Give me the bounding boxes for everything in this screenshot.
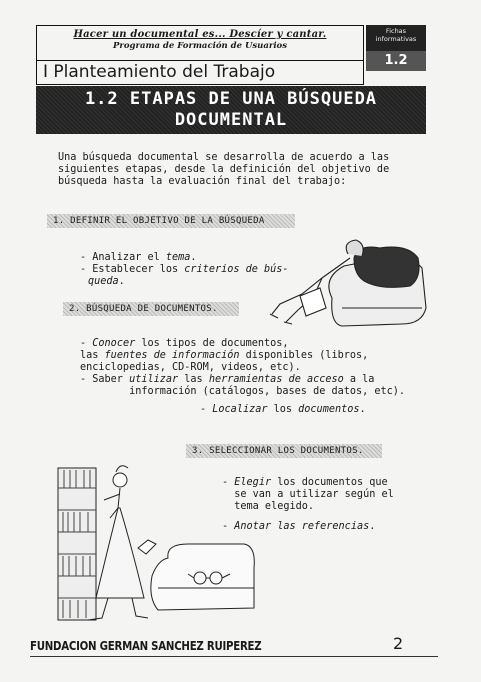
list-item — [80, 404, 425, 416]
text-span: Elegir — [234, 477, 272, 488]
text-span: . — [359, 404, 366, 415]
header-tagline: Hacer un documental es... Descíer y cantar. — [73, 29, 327, 40]
fichas-number: 1.2 — [366, 51, 426, 71]
text-span: - Saber — [80, 374, 130, 385]
banner-line-2: DOCUMENTAL — [174, 110, 288, 130]
text-span: Conocer — [92, 338, 136, 349]
text-span: las — [178, 374, 209, 385]
list-item — [80, 338, 425, 350]
text-span: las — [80, 350, 105, 361]
text-span: disponibles (libros, — [239, 350, 369, 361]
section-1-heading: 1. DEFINIR EL OBJETIVO DE LA BÚSQUEDA — [47, 214, 295, 228]
text-span: los — [267, 404, 299, 415]
text-span: a la — [343, 374, 375, 385]
page-number: 2 — [393, 634, 404, 653]
header-box — [36, 25, 364, 61]
list-item: se van a utilizar según el — [222, 489, 394, 500]
footer-organization: FUNDACION GERMAN SANCHEZ RUIPEREZ — [30, 639, 262, 653]
text-span: - Analizar el — [80, 252, 166, 263]
intro-line: Una búsqueda documental se desarrolla de acuerdo a las — [58, 152, 390, 163]
list-item: información (catálogos, bases de datos, etc). — [80, 386, 406, 397]
text-span: - — [200, 404, 213, 415]
footer-rule — [30, 656, 438, 657]
section-2-list — [80, 338, 425, 416]
text-span: . — [118, 276, 125, 287]
text-span: los tipos de documentos, — [135, 338, 289, 349]
text-span: - — [222, 477, 235, 488]
chapter-banner — [36, 86, 426, 134]
text-span: tema — [165, 252, 191, 263]
text-span: Localizar — [212, 404, 268, 415]
text-span: fuentes de información — [104, 350, 240, 361]
intro-line: siguientes etapas, desde la definición del objetivo de — [58, 164, 390, 175]
text-span: - Establecer los — [80, 264, 185, 275]
header-program: Programa de Formación de Usuarios — [112, 41, 288, 51]
section-3-heading: 3. SELECCIONAR LOS DOCUMENTOS. — [186, 444, 382, 458]
section-2-heading: 2. BÚSQUEDA DE DOCUMENTOS. — [63, 302, 239, 316]
reading-on-sofa-illustration — [262, 238, 430, 330]
text-span: los documentos que — [271, 477, 388, 488]
text-span: documentos — [298, 404, 360, 415]
bookshelf-illustration — [48, 448, 258, 628]
fichas-badge: Fichas informativas — [366, 25, 426, 51]
list-item: tema elegido. — [222, 501, 315, 512]
text-span: - — [80, 338, 93, 349]
text-span: . — [190, 252, 197, 263]
intro-line: búsqueda hasta la evaluación final del trabajo: — [58, 176, 347, 187]
text-span: utilizar — [129, 374, 179, 385]
text-span: . — [369, 521, 376, 532]
list-item — [80, 374, 425, 386]
text-span: criterios de bús- — [184, 264, 289, 275]
banner-line-1: 1.2 ETAPAS DE UNA BÚSQUEDA — [84, 89, 378, 109]
list-item — [80, 350, 425, 362]
intro-paragraph — [58, 152, 418, 188]
text-span: herramientas de acceso — [208, 374, 344, 385]
section-title: I Planteamiento del Trabajo — [36, 61, 364, 85]
text-span: Anotar las referencias — [234, 521, 370, 532]
list-item: enciclopedias, CD-ROM, videos, etc). — [80, 362, 301, 373]
text-span: - — [222, 521, 235, 532]
text-span: queda — [88, 276, 119, 287]
